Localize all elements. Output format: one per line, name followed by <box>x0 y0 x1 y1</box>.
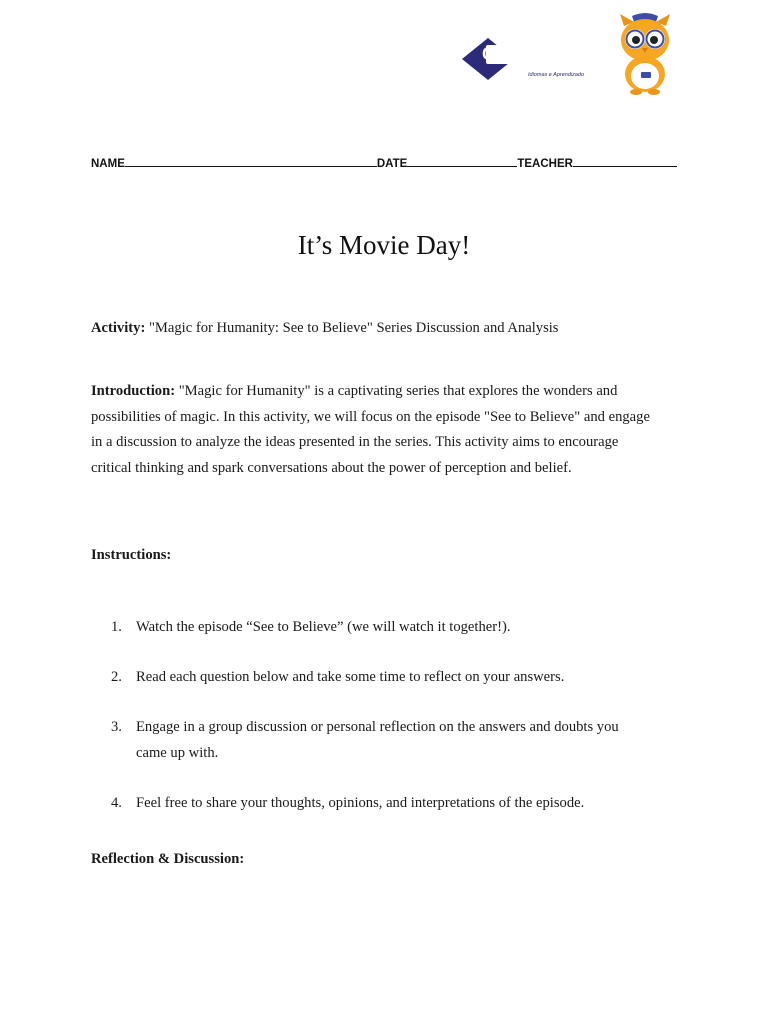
logo-brand: Cia.Cultural <box>482 44 584 64</box>
list-item-text: Feel free to share your thoughts, opinions, and interpretations of the episode. <box>136 795 585 811</box>
page-title: It’s Movie Day! <box>297 230 471 260</box>
introduction-paragraph <box>91 379 651 481</box>
student-info-fields <box>91 154 681 170</box>
logo-tagline: Idiomas e Aprendizado <box>528 72 585 78</box>
list-item-number: 4. <box>111 795 122 811</box>
name-line[interactable] <box>125 154 377 167</box>
list-item-number: 3. <box>111 719 122 735</box>
date-label: DATE <box>376 158 408 170</box>
teacher-line[interactable] <box>573 154 677 167</box>
reflection-heading: Reflection & Discussion: <box>91 851 245 867</box>
cia-cultural-logo <box>462 36 602 82</box>
teacher-label: TEACHER <box>517 158 573 170</box>
name-label: NAME <box>91 158 125 170</box>
date-line[interactable] <box>407 154 517 167</box>
list-item-text: Watch the episode “See to Believe” (we will watch it together!). <box>136 619 511 635</box>
list-item-number: 1. <box>111 619 122 635</box>
introduction-text: "Magic for Humanity" is a captivating series that explores the wonders and possibilities of magic. In this activity, we will focus on the episode "See to Believe" and engage in a discussion to analyze the ideas presented in the series. This activity aims to encourage critical thinking and spark conversations about the power of perception and belief. <box>91 383 650 476</box>
activity-paragraph <box>91 316 651 342</box>
owl-mascot-icon <box>612 12 678 96</box>
introduction-label: Introduction: <box>91 383 176 399</box>
activity-label: Activity: <box>91 320 146 336</box>
list-item-text: Engage in a group discussion or personal reflection on the answers and doubts you came up with. <box>136 719 619 761</box>
instructions-heading: Instructions: <box>91 547 172 563</box>
activity-text: "Magic for Humanity: See to Believe" Series Discussion and Analysis <box>145 320 559 336</box>
list-item-text: Read each question below and take some time to reflect on your answers. <box>136 669 565 685</box>
list-item-number: 2. <box>111 669 122 685</box>
